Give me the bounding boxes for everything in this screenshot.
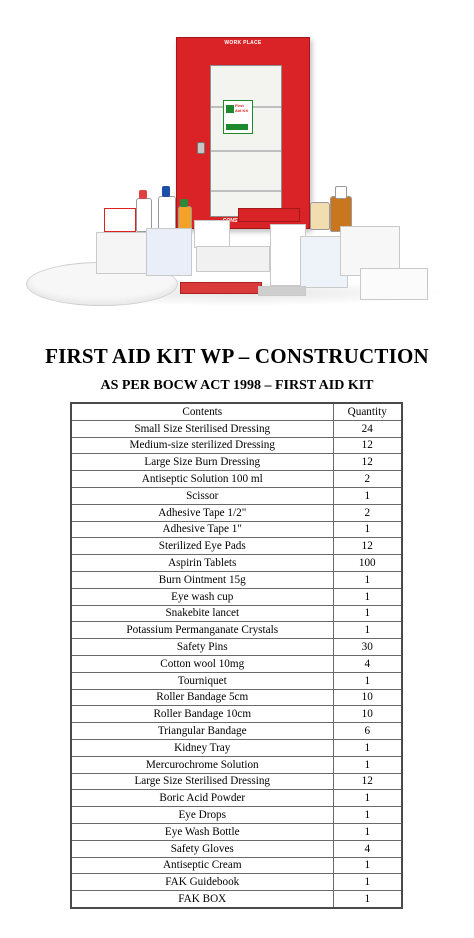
item-name-cell: Eye Drops [71, 807, 333, 824]
table-row [71, 504, 402, 521]
table-body [71, 420, 402, 908]
item-name-cell: Mercurochrome Solution [71, 756, 333, 773]
item-name-cell: Potassium Permanganate Crystals [71, 622, 333, 639]
cabinet-shelf [211, 150, 281, 152]
item-quantity-cell: 30 [333, 639, 402, 656]
item-name-cell: Cotton wool 10mg [71, 655, 333, 672]
item-name-cell: Roller Bandage 10cm [71, 706, 333, 723]
bottle-cap [139, 190, 147, 199]
item-name-cell: Triangular Bandage [71, 723, 333, 740]
table-row [71, 874, 402, 891]
item-name-cell: Safety Gloves [71, 840, 333, 857]
bottle-cap [335, 186, 347, 199]
item-name-cell: Scissor [71, 487, 333, 504]
table-row [71, 622, 402, 639]
item-quantity-cell: 1 [333, 807, 402, 824]
item-name-cell: Boric Acid Powder [71, 790, 333, 807]
item-name-cell: Eye wash cup [71, 588, 333, 605]
tape-box [180, 282, 262, 294]
table-row [71, 420, 402, 437]
item-name-cell: Aspirin Tablets [71, 555, 333, 572]
bottle [136, 198, 152, 232]
item-quantity-cell: 12 [333, 454, 402, 471]
item-quantity-cell: 6 [333, 723, 402, 740]
table-row [71, 571, 402, 588]
item-quantity-cell: 1 [333, 571, 402, 588]
table-row [71, 756, 402, 773]
item-name-cell: Safety Pins [71, 639, 333, 656]
quantity-column-header: Quantity [333, 403, 402, 420]
item-name-cell: Tourniquet [71, 672, 333, 689]
item-quantity-cell: 1 [333, 605, 402, 622]
table-row [71, 538, 402, 555]
item-quantity-cell: 1 [333, 672, 402, 689]
item-name-cell: FAK BOX [71, 891, 333, 908]
item-quantity-cell: 1 [333, 521, 402, 538]
contents-column-header: Contents [71, 403, 333, 420]
bandage-box [194, 220, 230, 248]
item-quantity-cell: 12 [333, 538, 402, 555]
item-name-cell: Adhesive Tape 1" [71, 521, 333, 538]
item-quantity-cell: 1 [333, 857, 402, 874]
dressing-pack [196, 246, 270, 272]
cabinet-lock-icon [197, 142, 205, 154]
item-quantity-cell: 2 [333, 471, 402, 488]
contents-table [70, 402, 403, 909]
item-name-cell: Sterilized Eye Pads [71, 538, 333, 555]
bottle [178, 206, 192, 230]
item-name-cell: Roller Bandage 5cm [71, 689, 333, 706]
table-row [71, 807, 402, 824]
table-row [71, 857, 402, 874]
item-name-cell: Kidney Tray [71, 739, 333, 756]
item-quantity-cell: 1 [333, 739, 402, 756]
bottle-cap [180, 199, 188, 207]
item-name-cell: Antiseptic Cream [71, 857, 333, 874]
cabinet-footer-band [238, 208, 300, 222]
table-row [71, 840, 402, 857]
safety-pins [258, 286, 306, 296]
cabinet-shelf [211, 190, 281, 192]
first-aid-cabinet [176, 37, 310, 229]
item-quantity-cell: 1 [333, 823, 402, 840]
item-quantity-cell: 1 [333, 891, 402, 908]
item-name-cell: FAK Guidebook [71, 874, 333, 891]
item-quantity-cell: 4 [333, 655, 402, 672]
item-quantity-cell: 1 [333, 756, 402, 773]
page-title: FIRST AID KIT WP – CONSTRUCTION [45, 344, 429, 368]
item-quantity-cell: 1 [333, 874, 402, 891]
item-quantity-cell: 100 [333, 555, 402, 572]
table-row [71, 790, 402, 807]
first-aid-sign [223, 100, 253, 134]
table-row [71, 823, 402, 840]
first-aid-sign-text: First Aid Kit [235, 103, 248, 113]
dressing-pack [96, 232, 148, 274]
table-row [71, 588, 402, 605]
table-row [71, 639, 402, 656]
product-photo [0, 0, 474, 330]
table-row [71, 555, 402, 572]
item-name-cell: Large Size Sterilised Dressing [71, 773, 333, 790]
ointment-box [104, 208, 136, 232]
bottle [310, 202, 330, 230]
bottle-cap [162, 186, 170, 197]
table-row [71, 773, 402, 790]
table-row [71, 706, 402, 723]
item-quantity-cell: 1 [333, 622, 402, 639]
table-row [71, 521, 402, 538]
table-row [71, 437, 402, 454]
item-quantity-cell: 1 [333, 588, 402, 605]
dressing-pack [146, 228, 192, 276]
item-quantity-cell: 12 [333, 437, 402, 454]
table-row [71, 689, 402, 706]
item-name-cell: Snakebite lancet [71, 605, 333, 622]
item-quantity-cell: 1 [333, 487, 402, 504]
item-name-cell: Adhesive Tape 1/2" [71, 504, 333, 521]
sign-stripe [226, 124, 248, 130]
item-quantity-cell: 12 [333, 773, 402, 790]
item-name-cell: Burn Ointment 15g [71, 571, 333, 588]
page-subtitle: AS PER BOCW ACT 1998 – FIRST AID KIT [100, 378, 374, 393]
table-row [71, 723, 402, 740]
item-quantity-cell: 1 [333, 790, 402, 807]
cabinet-glass-door [210, 65, 282, 217]
table-row [71, 471, 402, 488]
table-row [71, 454, 402, 471]
item-name-cell: Antiseptic Solution 100 ml [71, 471, 333, 488]
item-quantity-cell: 4 [333, 840, 402, 857]
table-row [71, 487, 402, 504]
table-row [71, 739, 402, 756]
item-name-cell: Large Size Burn Dressing [71, 454, 333, 471]
cotton-wool-pack [360, 268, 428, 300]
item-quantity-cell: 24 [333, 420, 402, 437]
item-quantity-cell: 10 [333, 706, 402, 723]
item-name-cell: Small Size Sterilised Dressing [71, 420, 333, 437]
table-row [71, 891, 402, 908]
item-name-cell: Eye Wash Bottle [71, 823, 333, 840]
item-quantity-cell: 2 [333, 504, 402, 521]
item-quantity-cell: 10 [333, 689, 402, 706]
table-row [71, 655, 402, 672]
table-row [71, 672, 402, 689]
table-row [71, 605, 402, 622]
green-cross-icon [226, 105, 234, 113]
cabinet-header-label: WORK PLACE [224, 40, 262, 46]
item-name-cell: Medium-size sterilized Dressing [71, 437, 333, 454]
table-header-row [71, 403, 402, 420]
